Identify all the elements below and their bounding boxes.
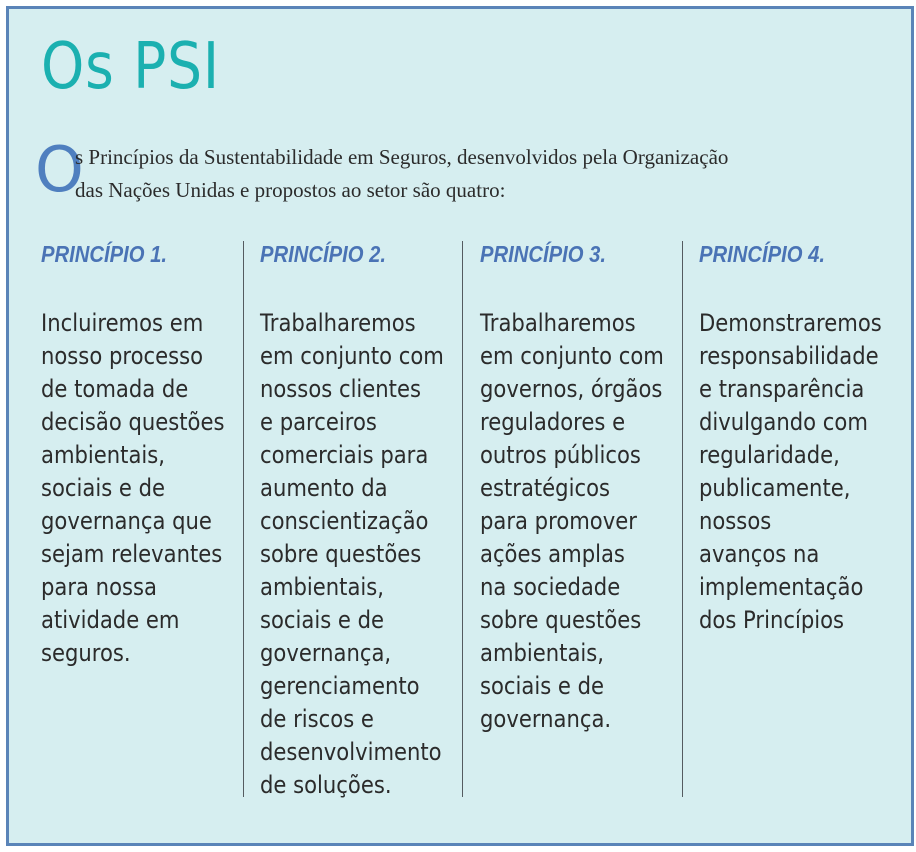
principle-1-heading: PRINCÍPIO 1.	[41, 241, 167, 267]
column-divider	[462, 241, 463, 797]
principle-2-heading: PRINCÍPIO 2.	[260, 241, 386, 267]
intro-paragraph: s Princípios da Sustentabilidade em Seguros, desenvolvidos pela Organização das Nações Unidas e propostos ao setor são quatro:	[75, 145, 729, 202]
principle-2	[260, 239, 465, 802]
principle-3-text: Trabalharemos em conjunto com governos, órgãos reguladores e outros públicos estratégicos para promover ações amplas na sociedade sobre questões ambientais, sociais e de governança.	[480, 309, 664, 733]
principle-4-text: Demonstraremos responsabilidade e transparência divulgando com regularidade, publicamente, nossos avanços na implementação dos Princípios	[699, 309, 882, 634]
page-title: Os PSI	[41, 30, 221, 104]
principle-2-text: Trabalharemos em conjunto com nossos clientes e parceiros comerciais para aumento da conscientização sobre questões ambientais, sociais e de governança, gerenciamento de riscos e desenvolvimento de soluções.	[260, 309, 444, 799]
principle-4-heading: PRINCÍPIO 4.	[699, 241, 825, 267]
principle-3	[480, 239, 685, 736]
column-divider	[682, 241, 683, 797]
column-divider	[243, 241, 244, 797]
principle-4	[699, 239, 904, 637]
principle-3-heading: PRINCÍPIO 3.	[480, 241, 606, 267]
intro-dropcap: O	[35, 133, 84, 206]
principle-1-text: Incluiremos em nosso processo de tomada de decisão questões ambientais, sociais e de governança que sejam relevantes para nossa atividade em seguros.	[41, 309, 225, 667]
principle-1	[41, 239, 246, 670]
psi-panel	[6, 6, 914, 846]
